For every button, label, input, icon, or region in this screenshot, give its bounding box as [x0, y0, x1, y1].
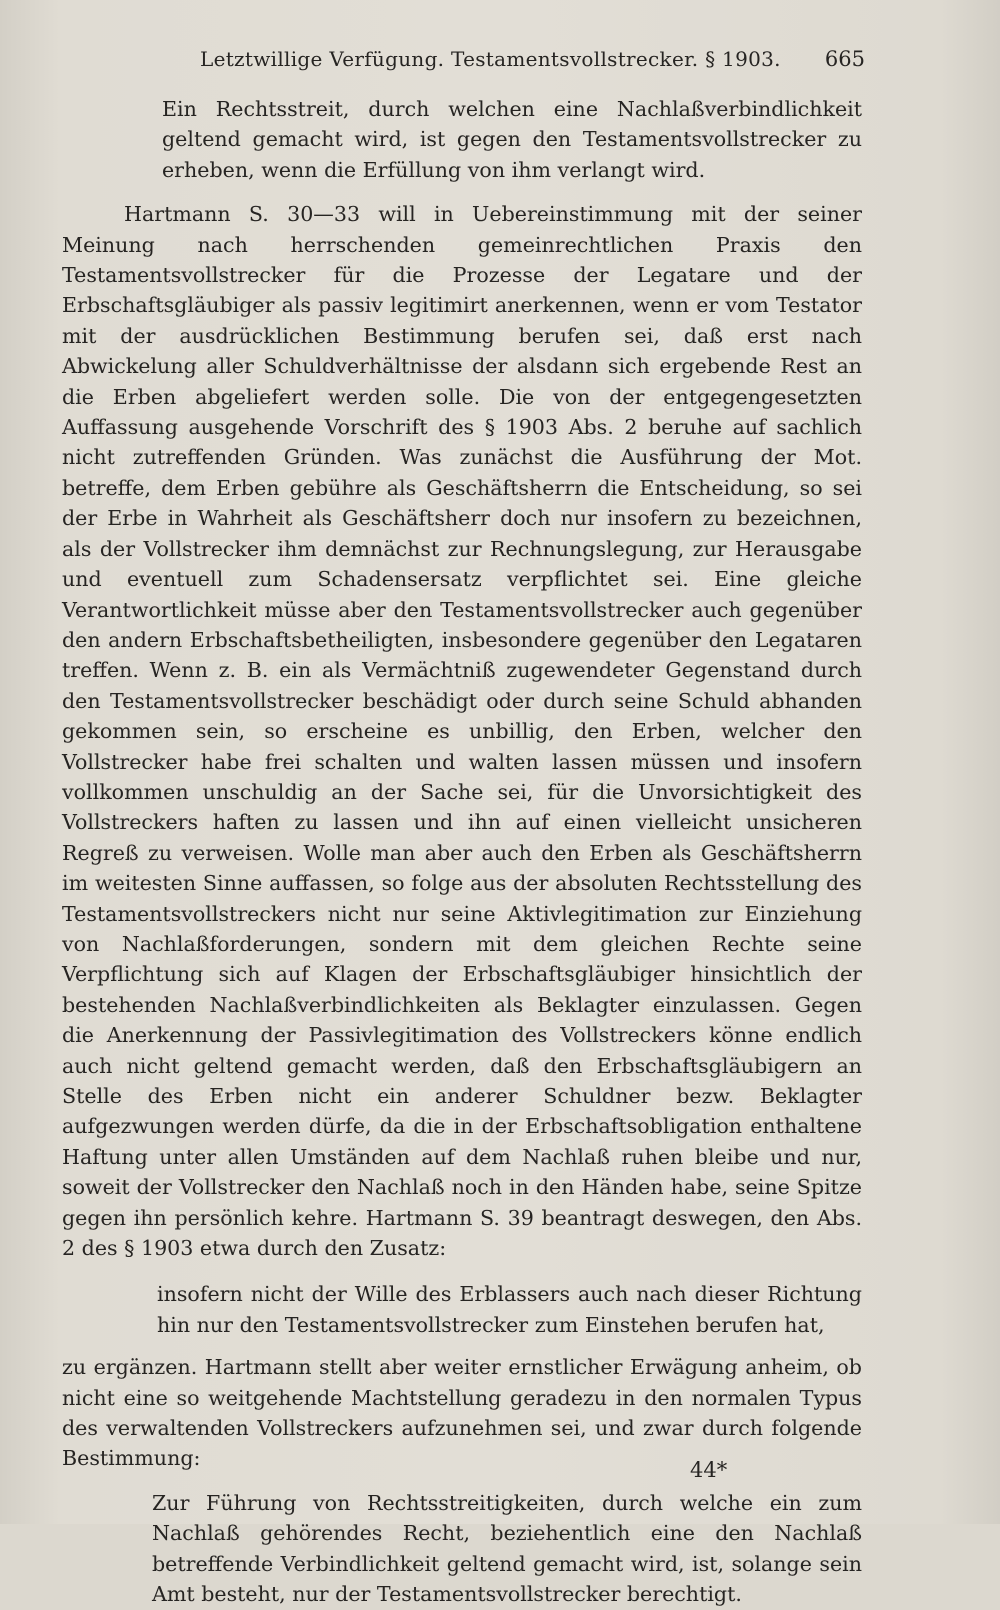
- lead-paragraph: Ein Rechtsstreit, durch welchen eine Nachlaßverbindlichkeit geltend gemacht wird, ist gegen den Testamentsvollstrecker zu erheben, wenn die Erfüllung von ihm verlangt wird.: [162, 97, 862, 182]
- page-header: [200, 44, 865, 74]
- running-head: Letztwillige Verfügung. Testamentsvollstrecker. § 1903.: [200, 47, 781, 71]
- signature-mark: 44*: [690, 1458, 728, 1482]
- main-paragraph: Hartmann S. 30—33 will in Uebereinstimmung mit der seiner Meinung nach herrschenden gemeinrechtlichen Praxis den Testamentsvollstrecker für die Prozesse der Legatare und der Erbschaftsgläubiger als passiv legitimirt anerkennen, wenn er vom Testator mit der ausdrücklichen Bestimmung berufen sei, daß erst nach Abwickelung aller Schuldverhältnisse der alsdann sich ergebende Rest an die Erben abgeliefert werden solle. Die von der entgegengesetzten Auffassung ausgehende Vorschrift des § 1903 Abs. 2 beruhe auf sachlich nicht zutreffenden Gründen. Was zunächst die Ausführung der Mot. betreffe, dem Erben gebühre als Geschäftsherrn die Entscheidung, so sei der Erbe in Wahrheit als Geschäftsherr doch nur insofern zu bezeichnen, als der Vollstrecker ihm demnächst zur Rechnungslegung, zur Herausgabe und eventuell zum Schadensersatz verpflichtet sei. Eine gleiche Verantwortlichkeit müsse aber den Testamentsvollstrecker auch gegenüber den andern Erbschaftsbetheiligten, insbesondere gegenüber den Legataren treffen. Wenn z. B. ein als Vermächtniß zugewendeter Gegenstand durch den Testamentsvollstrecker beschädigt oder durch seine Schuld abhanden gekommen sein, so erscheine es unbillig, den Erben, welcher den Vollstrecker habe frei schalten und walten lassen müssen und insofern vollkommen unschuldig an der Sache sei, für die Unvorsichtigkeit des Vollstreckers haften zu lassen und ihn auf einen vielleicht unsicheren Regreß zu verweisen. Wolle man aber auch den Erben als Geschäftsherrn im weitesten Sinne auffassen, so folge aus der absoluten Rechtsstellung des Testamentsvollstreckers nicht nur seine Aktivlegitimation zur Einziehung von Nachlaßforderungen, sondern mit dem gleichen Rechte seine Verpflichtung sich auf Klagen der Erbschaftsgläubiger hinsichtlich der bestehenden Nachlaßverbindlichkeiten als Beklagter einzulassen. Gegen die Anerkennung der Passivlegitimation des Vollstreckers könne endlich auch nicht geltend gemacht werden, daß den Erbschaftsgläubigern an Stelle des Erben nicht ein anderer Schuldner bezw. Beklagter aufgezwungen werden dürfe, da die in der Erbschaftsobligation enthaltene Haftung unter allen Umständen auf dem Nachlaß ruhen bleibe und nur, soweit der Vollstrecker den Nachlaß noch in den Händen habe, seine Spitze gegen ihn persönlich kehre. Hartmann S. 39 beantragt deswegen, den Abs. 2 des § 1903 etwa durch den Zusatz:: [62, 202, 862, 1261]
- proposed-addition-quote: insofern nicht der Wille des Erblassers auch nach dieser Richtung hin nur den Testamentsvollstrecker zum Einstehen berufen hat,: [157, 1282, 862, 1337]
- page-body: [62, 94, 862, 1610]
- proposed-provision-quote: Zur Führung von Rechtsstreitigkeiten, durch welche ein zum Nachlaß gehörendes Recht, beziehentlich eine den Nachlaß betreffende Verbindlichkeit geltend gemacht wird, ist, solange sein Amt besteht, nur der Testamentsvollstrecker berechtigt.: [152, 1490, 862, 1607]
- page-number: 665: [824, 47, 865, 71]
- continuation-paragraph: zu ergänzen. Hartmann stellt aber weiter ernstlicher Erwägung anheim, ob nicht eine so weitgehende Machtstellung geradezu in den normalen Typus des verwaltenden Vollstreckers aufzunehmen sei, und zwar durch folgende Bestimmung:: [62, 1355, 862, 1471]
